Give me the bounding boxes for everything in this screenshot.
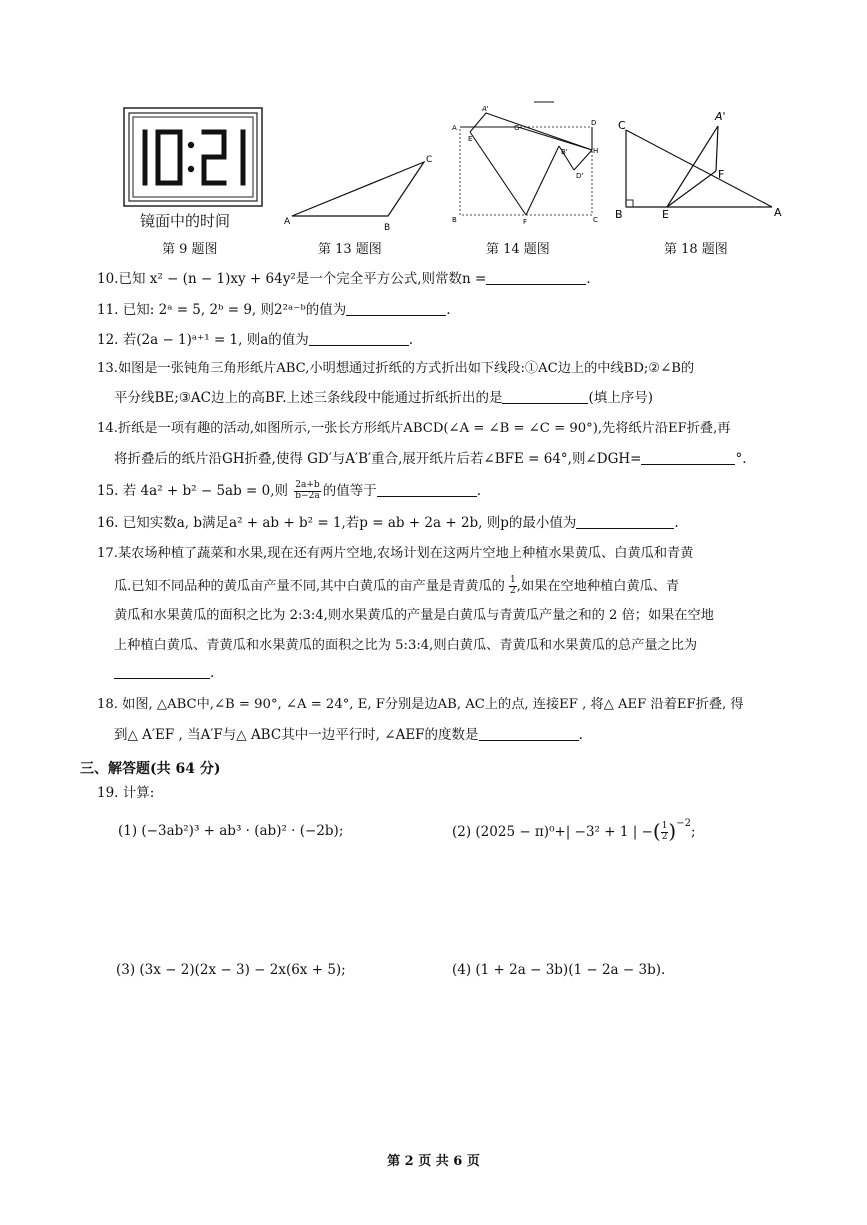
question-16: 16. 已知实数a, b满足a² + ab + b² = 1,若p = ab + 2a + 2b, 则p的最小值为 . <box>97 515 679 531</box>
answer-blank[interactable] <box>576 516 674 529</box>
page-footer: 第 2 页 共 6 页 <box>387 1154 480 1169</box>
question-10: 10.已知 x² − (n − 1)xy + 64y²是一个完全平方公式,则常数n = . <box>97 271 591 287</box>
answer-blank[interactable] <box>309 333 409 346</box>
svg-text:H: H <box>593 147 599 155</box>
question-10-text: 10.已知 x² − (n − 1)xy + 64y²是一个完全平方公式,则常数n = <box>97 271 487 287</box>
question-11: 11. 已知: 2ᵃ = 5, 2ᵇ = 9, 则2²ᵃ⁻ᵇ的值为 . <box>97 302 451 318</box>
svg-text:A: A <box>452 124 457 132</box>
fraction: $\frac{2a+b}{b-2a}$ <box>295 480 320 501</box>
svg-text:C: C <box>593 216 598 224</box>
answer-blank[interactable] <box>346 303 446 316</box>
question-13-line-1: 13.如图是一张钝角三角形纸片ABC,小明想通过折纸的方式折出如下线段:①AC边上的中线BD;②∠B的 <box>97 361 695 376</box>
question-11-text: 11. 已知: 2ᵃ = 5, 2ᵇ = 9, 则2²ᵃ⁻ᵇ的值为 <box>97 302 347 318</box>
label-C: C <box>426 155 433 165</box>
question-17-line-5: . <box>114 666 214 681</box>
answer-blank[interactable] <box>377 484 477 497</box>
figure-9-inner-caption: 镜面中的时间 <box>140 212 231 230</box>
answer-blank[interactable] <box>479 728 579 741</box>
label-A: A <box>284 217 291 227</box>
question-12: 12. 若(2a − 1)ᵃ⁺¹ = 1, 则a的值为 . <box>97 332 414 348</box>
answer-blank[interactable] <box>641 452 735 465</box>
svg-text:E: E <box>662 208 669 221</box>
question-17-line-3: 黄瓜和水果黄瓜的面积之比为 2:3:4,则水果黄瓜的产量是白黄瓜与青黄瓜产量之和的 2 倍；如果在空地 <box>114 608 714 623</box>
question-17-line-1: 17.某农场种植了蔬菜和水果,现在还有两片空地,农场计划在这两片空地上种植水果黄瓜、白黄瓜和青黄 <box>97 546 694 561</box>
figure-13-caption: 第 13 题图 <box>318 242 382 257</box>
svg-text:F: F <box>718 168 725 181</box>
svg-text:F: F <box>523 218 528 226</box>
figure-18-caption: 第 18 题图 <box>664 242 728 257</box>
svg-text:B: B <box>615 208 623 221</box>
question-17-line-4: 上种植白黄瓜、青黄瓜和水果黄瓜的面积之比为 5:3:4,则白黄瓜、青黄瓜和水果黄瓜的总产量之比为 <box>114 638 698 653</box>
question-15: 15. 若 4a² + b² − 5ab = 0,则 $\frac{2a+b}{b-2a}$ 的值等于 . <box>97 480 481 501</box>
problem-1: (1) (−3ab²)³ + ab³ · (ab)² · (−2b); <box>118 823 344 839</box>
svg-text:G: G <box>514 124 520 132</box>
answer-blank[interactable] <box>114 666 210 679</box>
question-18-line-1: 18. 如图, △ABC中,∠B = 90°, ∠A = 24°, E, F分别是边AB, AC上的点, 连接EF , 将△ AEF 沿着EF折叠, 得 <box>97 697 744 712</box>
svg-text:D': D' <box>576 172 584 180</box>
svg-text:E: E <box>468 135 473 143</box>
svg-text:A': A' <box>715 110 726 123</box>
svg-text:B: B <box>452 216 457 224</box>
question-13-line-2 <box>114 391 653 406</box>
label-B: B <box>384 223 391 233</box>
question-18-text: 到△ A′EF , 当A′F与△ ABC其中一边平行时, ∠AEF的度数是 <box>114 727 479 743</box>
question-13-text: 平分线BE;③AC边上的高BF.上述三条线段中能通过折纸折出的是 <box>114 390 503 406</box>
question-14-line-2: 将折叠后的纸片沿GH折叠,使得 GD′与A′B′重合,展开纸片后若∠BFE = 64°,则∠DGH= °. <box>114 451 747 467</box>
figure-9-caption: 第 9 题图 <box>162 242 218 257</box>
question-14-text: 将折叠后的纸片沿GH折叠,使得 GD′与A′B′重合,展开纸片后若∠BFE = 64°,则∠DGH= <box>114 451 642 467</box>
problem-2: (2) (2025 − π)⁰+| −3² + 1 | −( $\frac{1}{2}$ )$^{-2}$; <box>452 818 696 843</box>
svg-text:A: A <box>774 206 782 219</box>
svg-text:D: D <box>591 119 597 127</box>
fraction: $\frac{1}{2}$ <box>510 575 516 596</box>
question-16-text: 16. 已知实数a, b满足a² + ab + b² = 1,若p = ab + 2a + 2b, 则p的最小值为 <box>97 515 577 531</box>
question-14-line-1: 14.折纸是一项有趣的活动,如图所示,一张长方形纸片ABCD(∠A = ∠B = ∠C = 90°),先将纸片沿EF折叠,再 <box>97 421 731 436</box>
question-12-text: 12. 若(2a − 1)ᵃ⁺¹ = 1, 则a的值为 <box>97 332 309 348</box>
question-17-line-2: 瓜.已知不同品种的黄瓜亩产量不同,其中白黄瓜的亩产量是青黄瓜的 $\frac{1}{2}$ ,如果在空地种植白黄瓜、青 <box>114 575 680 596</box>
question-19: 19. 计算: <box>97 785 155 801</box>
problem-3: (3) (3x − 2)(2x − 3) − 2x(6x + 5); <box>116 962 346 978</box>
section-title: 三、解答题(共 64 分) <box>80 761 221 777</box>
fraction: $\frac{1}{2}$ <box>661 821 668 842</box>
question-13-hint: (填上序号) <box>588 390 654 406</box>
figure-14 <box>446 96 616 231</box>
svg-text:B': B' <box>561 148 568 156</box>
svg-text:C: C <box>618 119 626 132</box>
figure-18 <box>612 104 792 229</box>
problem-4: (4) (1 + 2a − 3b)(1 − 2a − 3b). <box>452 962 666 978</box>
figure-13 <box>280 150 440 235</box>
answer-blank[interactable] <box>502 391 588 404</box>
question-15-text: 15. 若 4a² + b² − 5ab = 0,则 <box>97 482 288 499</box>
svg-text:A': A' <box>482 105 489 113</box>
question-18-line-2: 到△ A′EF , 当A′F与△ ABC其中一边平行时, ∠AEF的度数是 . <box>114 727 583 743</box>
answer-blank[interactable] <box>486 272 586 285</box>
figure-14-caption: 第 14 题图 <box>486 242 550 257</box>
